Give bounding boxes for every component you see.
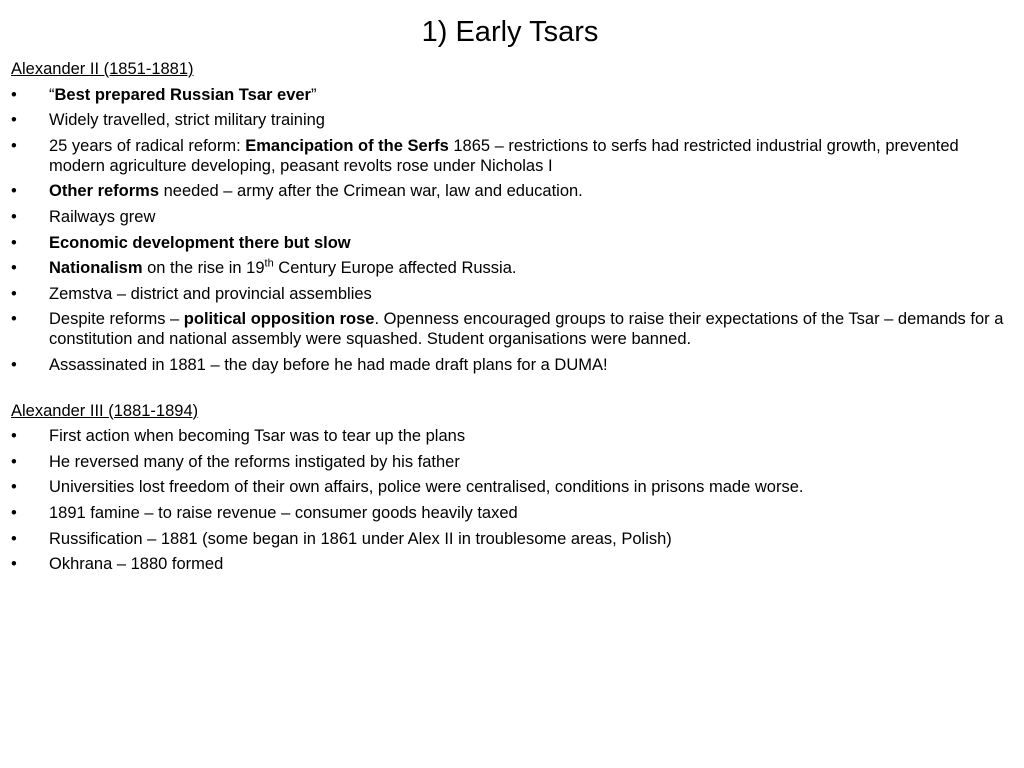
bullet-icon: •: [11, 233, 17, 252]
bullet-icon: •: [11, 452, 17, 471]
list-item: • Despite reforms – political opposition rose. Openness encouraged groups to raise their expectations of the Tsar – demands for a constitution and national assembly were squashed. Student organisations were banned.: [11, 310, 1004, 349]
bullet-icon: •: [11, 478, 17, 497]
list-item: • Okhrana – 1880 formed: [11, 555, 224, 574]
bold-text: Nationalism: [49, 259, 143, 278]
bold-text: Best prepared Russian Tsar ever: [54, 85, 311, 104]
bullet-icon: •: [11, 427, 17, 446]
bold-text: Emancipation of the Serfs: [245, 136, 449, 155]
bullet-icon: •: [11, 182, 17, 201]
list-item: • Universities lost freedom of their own affairs, police were centralised, conditions in prisons made worse.: [11, 478, 804, 497]
list-item: • 1891 famine – to raise revenue – consumer goods heavily taxed: [11, 503, 518, 522]
bullet-icon: •: [11, 555, 17, 574]
bullet-icon: •: [11, 529, 17, 548]
slide-body: [11, 59, 1019, 580]
bullet-icon: •: [11, 284, 17, 303]
list-item: • Other reforms needed – army after the Crimean war, law and education.: [11, 182, 583, 201]
bullet-icon: •: [11, 310, 17, 329]
list-item: • Railways grew: [11, 207, 156, 226]
list-item: • First action when becoming Tsar was to tear up the plans: [11, 427, 466, 446]
list-item: [11, 233, 1019, 253]
bold-text: political opposition rose: [183, 310, 375, 329]
superscript: th: [264, 257, 274, 270]
section-heading-alexander-iii: Alexander III (1881-1894): [11, 401, 199, 420]
bullet-icon: •: [11, 111, 17, 130]
bold-text: Other reforms: [49, 182, 160, 201]
bullet-icon: •: [11, 207, 17, 226]
bullet-list-alexander-ii: [11, 85, 1019, 375]
bullet-icon: •: [11, 136, 17, 155]
list-item: • “Best prepared Russian Tsar ever”: [11, 85, 317, 104]
bullet-icon: •: [11, 503, 17, 522]
list-item: • Nationalism on the rise in 19th Century Europe affected Russia.: [11, 257, 517, 278]
list-item: • 25 years of radical reform: Emancipation of the Serfs 1865 – restrictions to serfs had restricted industrial growth, prevented modern agriculture developing, peasant revolts rose under Nicholas I: [11, 136, 959, 175]
list-item: • Russification – 1881 (some began in 1861 under Alex II in troublesome areas, Polish): [11, 529, 672, 548]
list-item: • Widely travelled, strict military training: [11, 111, 325, 130]
list-item: • He reversed many of the reforms instigated by his father: [11, 452, 460, 471]
list-item: • Assassinated in 1881 – the day before he had made draft plans for a DUMA!: [11, 355, 608, 374]
bullet-icon: •: [11, 259, 17, 278]
slide-title: 1) Early Tsars: [421, 16, 599, 48]
list-item: • Zemstva – district and provincial assemblies: [11, 284, 372, 303]
bold-text: Economic development there but slow: [49, 233, 351, 252]
section-heading-alexander-ii: Alexander II (1851-1881): [11, 60, 194, 78]
bullet-icon: •: [11, 355, 17, 374]
bullet-list-alexander-iii: [11, 426, 1019, 574]
bullet-icon: •: [11, 85, 17, 104]
